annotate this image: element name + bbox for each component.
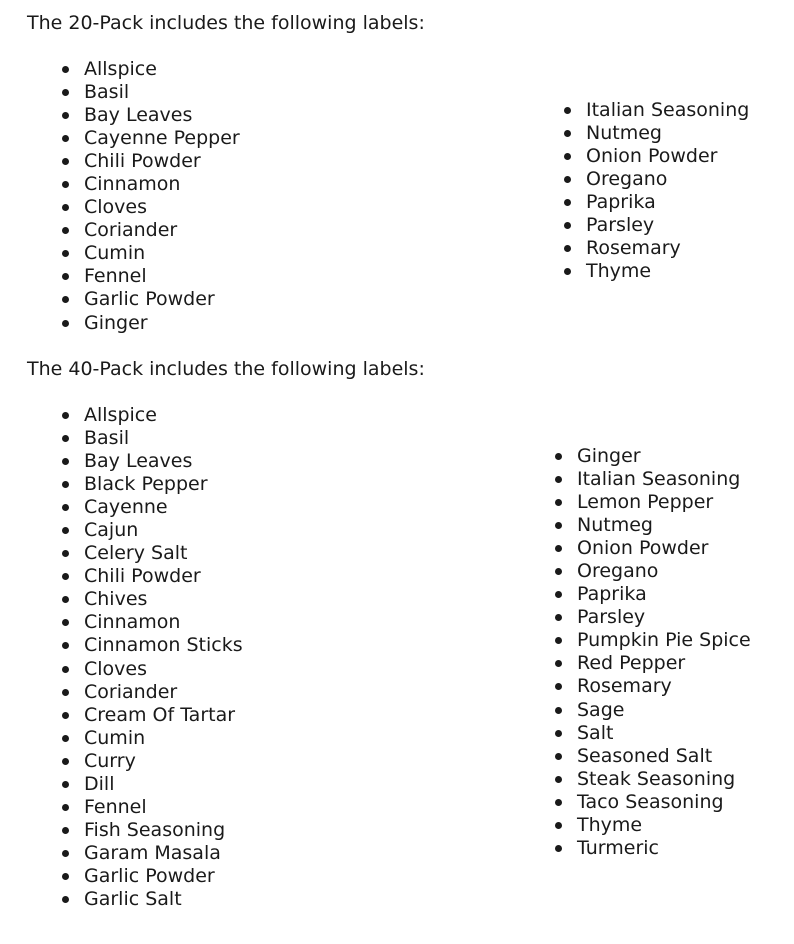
pack20-list-left [84, 58, 240, 335]
pack20-heading: The 20-Pack includes the following labels: [27, 12, 425, 34]
list-item-label: Cajun [84, 519, 139, 542]
list-item-label: Italian Seasoning [586, 99, 750, 121]
bullet-icon [555, 683, 562, 690]
bullet-icon [62, 781, 69, 788]
list-item-label: Seasoned Salt [577, 744, 713, 767]
pack40-list-left [84, 404, 243, 911]
list-item-label: Paprika [586, 191, 656, 214]
list-item-label: Fennel [84, 265, 147, 288]
list-item [577, 468, 751, 491]
list-item-label: Cayenne [84, 496, 168, 519]
bullet-icon [555, 660, 562, 667]
list-item-label: Fish Seasoning [84, 818, 226, 841]
list-item [84, 588, 243, 611]
bullet-icon [62, 758, 69, 765]
bullet-icon [62, 273, 69, 280]
bullet-icon [564, 130, 571, 137]
list-item [84, 265, 240, 288]
bullet-icon [62, 66, 69, 73]
list-item-label: Garlic Salt [84, 887, 182, 910]
list-item-label: Chili Powder [84, 565, 201, 588]
list-item-label: Ginger [577, 445, 641, 467]
bullet-icon [62, 227, 69, 234]
list-item-label: Steak Seasoning [577, 767, 736, 790]
bullet-icon [62, 689, 69, 696]
list-item-label: Taco Seasoning [577, 790, 724, 813]
list-item [84, 173, 240, 196]
list-item-label: Italian Seasoning [577, 468, 741, 491]
bullet-icon [62, 827, 69, 834]
list-item-label: Rosemary [586, 237, 681, 260]
list-item [577, 652, 751, 675]
list-item-label: Allspice [84, 58, 157, 80]
list-item-label: Turmeric [577, 836, 659, 859]
list-item-label: Parsley [577, 606, 646, 629]
list-item-label: Celery Salt [84, 542, 188, 565]
list-item [577, 722, 751, 745]
list-item [577, 814, 751, 837]
bullet-icon [62, 619, 69, 626]
list-item [84, 819, 243, 842]
bullet-icon [62, 873, 69, 880]
list-item [84, 542, 243, 565]
list-item [84, 450, 243, 473]
pack20-list-right [586, 99, 749, 283]
list-item [84, 404, 243, 427]
list-item [84, 865, 243, 888]
list-item-label: Cinnamon [84, 611, 181, 634]
list-item-label: Basil [84, 427, 130, 450]
list-item-label: Oregano [577, 560, 659, 583]
bullet-icon [555, 637, 562, 644]
bullet-icon [564, 199, 571, 206]
bullet-icon [62, 850, 69, 857]
list-item [84, 750, 243, 773]
list-item [84, 473, 243, 496]
list-item [586, 214, 749, 237]
list-item [84, 796, 243, 819]
list-item-label: Thyme [577, 813, 643, 836]
bullet-icon [62, 320, 69, 327]
bullet-icon [564, 153, 571, 160]
list-item [577, 768, 751, 791]
bullet-icon [555, 845, 562, 852]
list-item [84, 496, 243, 519]
list-item [577, 791, 751, 814]
list-item-label: Onion Powder [577, 537, 709, 560]
list-item [586, 260, 749, 283]
list-item [84, 288, 240, 311]
list-item [84, 127, 240, 150]
list-item-label: Cumin [84, 242, 146, 265]
list-item [84, 704, 243, 727]
list-item-label: Ginger [84, 311, 148, 334]
list-item [84, 888, 243, 911]
list-item [577, 514, 751, 537]
list-item [577, 606, 751, 629]
list-item-label: Cumin [84, 726, 146, 749]
list-item [84, 773, 243, 796]
list-item-label: Pumpkin Pie Spice [577, 629, 751, 652]
list-item [84, 196, 240, 219]
bullet-icon [62, 458, 69, 465]
list-item [84, 242, 240, 265]
list-item [577, 745, 751, 768]
bullet-icon [62, 573, 69, 580]
bullet-icon [555, 707, 562, 714]
bullet-icon [555, 730, 562, 737]
list-item-label: Black Pepper [84, 473, 208, 496]
list-item-label: Onion Powder [586, 145, 718, 168]
list-item-label: Garlic Powder [84, 288, 215, 311]
bullet-icon [62, 412, 69, 419]
list-item [84, 842, 243, 865]
list-item-label: Oregano [586, 168, 668, 191]
bullet-icon [62, 296, 69, 303]
list-item [84, 727, 243, 750]
list-item-label: Parsley [586, 214, 655, 237]
list-item [577, 537, 751, 560]
bullet-icon [62, 112, 69, 119]
bullet-icon [564, 245, 571, 252]
bullet-icon [62, 135, 69, 142]
bullet-icon [62, 504, 69, 511]
list-item [586, 168, 749, 191]
pack40-list-right [577, 445, 751, 860]
list-item [586, 237, 749, 260]
list-item [577, 560, 751, 583]
list-item-label: Rosemary [577, 675, 672, 698]
list-item-label: Cream Of Tartar [84, 703, 236, 726]
list-item [84, 58, 240, 81]
list-item [84, 565, 243, 588]
list-item-label: Coriander [84, 219, 178, 242]
bullet-icon [62, 181, 69, 188]
list-item-label: Garam Masala [84, 841, 221, 864]
list-item [84, 150, 240, 173]
list-item-label: Lemon Pepper [577, 491, 714, 514]
list-item [84, 219, 240, 242]
bullet-icon [62, 642, 69, 649]
bullet-icon [62, 158, 69, 165]
list-item-label: Cloves [84, 196, 148, 219]
list-item [84, 519, 243, 542]
list-item [577, 583, 751, 606]
bullet-icon [564, 222, 571, 229]
list-item-label: Chives [84, 588, 148, 611]
list-item-label: Nutmeg [577, 514, 653, 537]
list-item [586, 145, 749, 168]
bullet-icon [555, 753, 562, 760]
list-item-label: Fennel [84, 795, 147, 818]
list-item [577, 491, 751, 514]
list-item-label: Dill [84, 772, 115, 795]
list-item [577, 445, 751, 468]
bullet-icon [62, 735, 69, 742]
list-item [84, 81, 240, 104]
list-item [586, 122, 749, 145]
bullet-icon [62, 481, 69, 488]
list-item-label: Paprika [577, 583, 647, 606]
list-item [577, 675, 751, 698]
list-item-label: Salt [577, 721, 614, 744]
list-item [577, 629, 751, 652]
list-item [84, 611, 243, 634]
list-item-label: Garlic Powder [84, 864, 215, 887]
bullet-icon [555, 545, 562, 552]
bullet-icon [62, 527, 69, 534]
list-item-label: Sage [577, 698, 625, 721]
list-item [586, 99, 749, 122]
bullet-icon [555, 453, 562, 460]
list-item [84, 658, 243, 681]
list-item-label: Cayenne Pepper [84, 127, 240, 150]
list-item-label: Bay Leaves [84, 450, 193, 473]
bullet-icon [564, 107, 571, 114]
bullet-icon [62, 550, 69, 557]
list-item-label: Red Pepper [577, 652, 686, 675]
bullet-icon [62, 666, 69, 673]
list-item-label: Cinnamon [84, 173, 181, 196]
pack40-heading: The 40-Pack includes the following labels: [27, 358, 425, 380]
bullet-icon [62, 896, 69, 903]
bullet-icon [62, 804, 69, 811]
bullet-icon [62, 204, 69, 211]
list-item-label: Curry [84, 749, 136, 772]
list-item [577, 699, 751, 722]
list-item-label: Chili Powder [84, 150, 201, 173]
bullet-icon [555, 799, 562, 806]
bullet-icon [62, 435, 69, 442]
list-item-label: Cloves [84, 657, 148, 680]
list-item-label: Basil [84, 81, 130, 104]
bullet-icon [564, 268, 571, 275]
bullet-icon [555, 822, 562, 829]
list-item [84, 681, 243, 704]
list-item-label: Nutmeg [586, 122, 662, 145]
list-item-label: Bay Leaves [84, 104, 193, 127]
list-item [84, 427, 243, 450]
list-item-label: Thyme [586, 260, 652, 283]
bullet-icon [555, 614, 562, 621]
list-item-label: Coriander [84, 680, 178, 703]
list-item [84, 634, 243, 657]
bullet-icon [62, 89, 69, 96]
bullet-icon [555, 776, 562, 783]
list-item-label: Allspice [84, 404, 157, 426]
bullet-icon [62, 712, 69, 719]
bullet-icon [555, 591, 562, 598]
list-item [84, 104, 240, 127]
bullet-icon [62, 250, 69, 257]
bullet-icon [555, 499, 562, 506]
bullet-icon [564, 176, 571, 183]
bullet-icon [62, 596, 69, 603]
list-item [586, 191, 749, 214]
list-item-label: Cinnamon Sticks [84, 634, 243, 657]
bullet-icon [555, 568, 562, 575]
list-item [84, 312, 240, 335]
bullet-icon [555, 476, 562, 483]
bullet-icon [555, 522, 562, 529]
list-item [577, 837, 751, 860]
